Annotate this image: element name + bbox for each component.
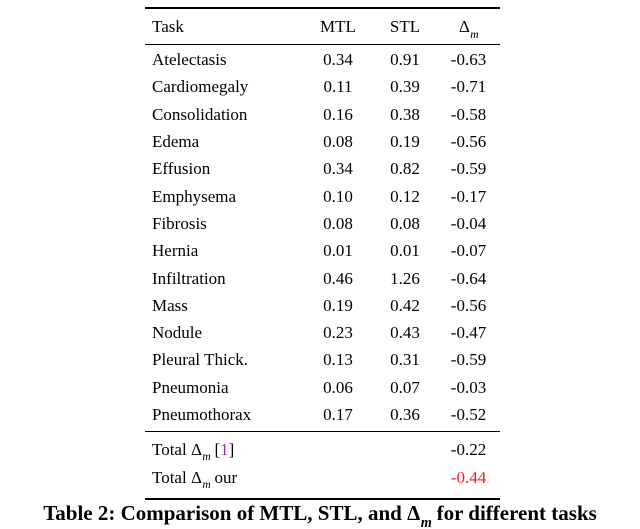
table-row bbox=[145, 73, 500, 100]
caption-suffix: for different tasks bbox=[431, 501, 597, 525]
table-row bbox=[145, 155, 500, 182]
header-mtl: MTL bbox=[320, 17, 356, 36]
table-totals bbox=[145, 432, 500, 498]
total-label-text: Total Δ bbox=[152, 439, 202, 459]
delta-cell: -0.17 bbox=[450, 186, 487, 206]
mtl-cell: 0.13 bbox=[323, 350, 353, 370]
task-cell: Pneumothorax bbox=[152, 405, 252, 424]
table-header bbox=[145, 9, 500, 45]
stl-cell: 0.43 bbox=[390, 323, 420, 343]
header-stl: STL bbox=[389, 17, 421, 36]
stl-cell: 0.12 bbox=[390, 186, 420, 206]
delta-cell: -0.07 bbox=[450, 241, 487, 261]
task-cell: Nodule bbox=[152, 323, 203, 343]
task-cell: Pneumonia bbox=[152, 377, 229, 397]
task-cell: Edema bbox=[152, 132, 200, 152]
stl-cell: 0.38 bbox=[390, 104, 420, 124]
task-cell: Fibrosis bbox=[152, 213, 207, 233]
delta-cell: -0.03 bbox=[450, 377, 487, 397]
mtl-cell: 0.06 bbox=[323, 377, 353, 397]
comparison-table bbox=[145, 7, 500, 500]
stl-cell: 0.08 bbox=[390, 213, 420, 233]
task-cell: Atelectasis bbox=[152, 50, 227, 70]
mtl-cell: 0.08 bbox=[323, 132, 353, 152]
table-row bbox=[145, 401, 500, 428]
table-row bbox=[145, 210, 500, 237]
total-label-suffix: our bbox=[210, 467, 238, 487]
delta-cell: -0.58 bbox=[450, 104, 487, 124]
table-row bbox=[145, 46, 500, 73]
total-ours-label bbox=[145, 467, 303, 492]
stl-cell: 0.36 bbox=[390, 405, 420, 424]
total-row-reference bbox=[145, 435, 500, 463]
table-body bbox=[145, 45, 500, 432]
table-row bbox=[145, 182, 500, 209]
citation-close-bracket: ] bbox=[228, 439, 235, 459]
delta-cell: -0.64 bbox=[450, 268, 487, 288]
total-reference-value: -0.22 bbox=[450, 439, 487, 459]
task-cell: Hernia bbox=[152, 241, 199, 261]
task-cell: Effusion bbox=[152, 159, 211, 179]
caption-text: Table 2: Comparison of MTL, STL, and Δ bbox=[43, 501, 421, 525]
table-row bbox=[145, 374, 500, 401]
header-delta-m bbox=[437, 17, 500, 41]
table-row bbox=[145, 346, 500, 373]
table-row bbox=[145, 128, 500, 155]
delta-cell: -0.56 bbox=[450, 295, 487, 315]
delta-cell: -0.71 bbox=[450, 77, 487, 97]
stl-cell: 1.26 bbox=[390, 268, 420, 288]
delta-cell: -0.47 bbox=[450, 323, 487, 343]
citation-link[interactable]: 1 bbox=[220, 439, 229, 459]
mtl-cell: 0.17 bbox=[323, 405, 353, 424]
mtl-cell: 0.10 bbox=[323, 186, 353, 206]
total-label-subscript: m bbox=[202, 478, 211, 492]
table-row bbox=[145, 292, 500, 319]
header-task: Task bbox=[152, 17, 184, 36]
mtl-cell: 0.08 bbox=[323, 213, 353, 233]
total-label-text: Total Δ bbox=[152, 467, 202, 487]
task-cell: Consolidation bbox=[152, 104, 248, 124]
mtl-cell: 0.11 bbox=[323, 77, 353, 97]
stl-cell: 0.42 bbox=[390, 295, 420, 315]
delta-cell: -0.59 bbox=[450, 350, 487, 370]
stl-cell: 0.01 bbox=[390, 241, 420, 261]
stl-cell: 0.31 bbox=[390, 350, 420, 370]
citation-open-bracket: [ bbox=[210, 439, 221, 459]
delta-subscript: m bbox=[470, 27, 479, 41]
task-cell: Pleural Thick. bbox=[152, 350, 248, 370]
stl-cell: 0.19 bbox=[390, 132, 420, 152]
mtl-cell: 0.23 bbox=[323, 323, 353, 343]
mtl-cell: 0.19 bbox=[323, 295, 353, 315]
task-cell: Mass bbox=[152, 295, 188, 315]
mtl-cell: 0.34 bbox=[323, 159, 353, 179]
table-row bbox=[145, 264, 500, 291]
delta-cell: -0.56 bbox=[450, 132, 487, 152]
task-cell: Emphysema bbox=[152, 186, 237, 206]
stl-cell: 0.39 bbox=[390, 77, 420, 97]
table-row bbox=[145, 101, 500, 128]
total-row-ours bbox=[145, 463, 500, 491]
delta-cell: -0.04 bbox=[450, 213, 487, 233]
stl-cell: 0.07 bbox=[390, 377, 420, 397]
stl-cell: 0.91 bbox=[390, 50, 420, 70]
caption-subscript: m bbox=[420, 514, 432, 529]
total-label-subscript: m bbox=[202, 450, 211, 464]
mtl-cell: 0.46 bbox=[323, 268, 353, 288]
total-ours-value: -0.44 bbox=[450, 467, 487, 487]
delta-symbol: Δ bbox=[458, 17, 470, 36]
table-caption bbox=[0, 499, 640, 527]
stl-cell: 0.82 bbox=[390, 159, 420, 179]
total-reference-label bbox=[145, 439, 303, 464]
task-cell: Cardiomegaly bbox=[152, 77, 249, 97]
mtl-cell: 0.16 bbox=[323, 104, 353, 124]
table-header-row bbox=[145, 9, 500, 44]
delta-cell: -0.63 bbox=[450, 50, 487, 70]
mtl-cell: 0.34 bbox=[323, 50, 353, 70]
task-cell: Infiltration bbox=[152, 268, 226, 288]
table-row bbox=[145, 319, 500, 346]
table-row bbox=[145, 237, 500, 264]
delta-cell: -0.52 bbox=[450, 405, 487, 424]
mtl-cell: 0.01 bbox=[323, 241, 353, 261]
delta-cell: -0.59 bbox=[450, 159, 487, 179]
